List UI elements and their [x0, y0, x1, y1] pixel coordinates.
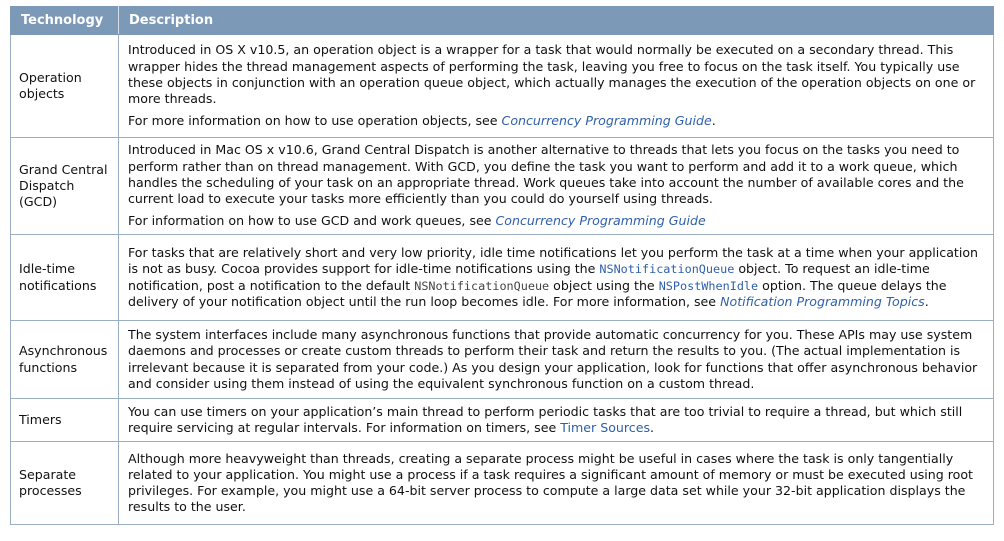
timer-sources-link[interactable]: Timer Sources: [560, 420, 651, 435]
table-row: [11, 321, 994, 399]
description-text: For tasks that are relatively short and very low priority, idle time notifications let you perform the task at a time when your application is not as busy. Cocoa provides support for idle-time notifications using the: [128, 245, 979, 277]
description-text: .: [711, 113, 716, 129]
description-text: .: [924, 293, 929, 309]
description-cell: [119, 442, 994, 525]
description-text: option. The queue delays the delivery of your notification object until the run loop becomes idle. For more information, see: [128, 277, 947, 309]
table-row: [11, 442, 994, 525]
description-paragraph: [128, 113, 987, 129]
description-paragraph: [128, 213, 987, 229]
nsnotificationqueue-code: NSNotificationQueue: [414, 278, 550, 293]
description-text: For information on how to use GCD and work queues, see: [128, 213, 496, 229]
description-cell: [119, 321, 994, 399]
technology-cell: Grand Central Dispatch (GCD): [11, 138, 119, 235]
description-cell: [119, 35, 994, 138]
concurrency-guide-link[interactable]: Concurrency Programming Guide: [495, 213, 706, 229]
technology-cell: Operation objects: [11, 35, 119, 138]
table-row: [11, 399, 994, 442]
technology-table: [10, 6, 994, 525]
notification-topics-link[interactable]: Notification Programming Topics: [720, 293, 925, 309]
nspostwhenidle-link[interactable]: NSPostWhenIdle: [658, 278, 759, 293]
description-text: For more information on how to use operation objects, see: [128, 113, 502, 129]
description-cell: [119, 138, 994, 235]
table-header-row: [11, 7, 994, 35]
description-paragraph: [128, 245, 987, 310]
description-paragraph: The system interfaces include many asynchronous functions that provide automatic concurrency for you. These APIs may use system daemons and processes or create custom threads to perform their task and return the results to you. (The actual implementation is irrelevant because it is separated from your code.) As you design your application, look for functions that offer asynchronous behavior and consider using them instead of using the equivalent synchronous function on a custom thread.: [128, 327, 978, 391]
table-row: [11, 35, 994, 138]
description-text: object. To request an idle-time notification, post a notification to the default: [128, 261, 930, 293]
header-technology: Technology: [11, 7, 119, 35]
technology-cell: Separate processes: [11, 442, 119, 525]
top-strip: [0, 0, 1004, 4]
description-paragraph: [128, 404, 987, 436]
header-description: Description: [119, 7, 994, 35]
description-paragraph: Introduced in Mac OS x v10.6, Grand Central Dispatch is another alternative to threads that lets you focus on the tasks you need to perform rather than on thread management. With GCD, you define the task you want to perform and add it to a work queue, which handles the scheduling of your task on an appropriate thread. Work queues take into account the number of available cores and the current load to execute your tasks more efficiently than you could do yourself using threads.: [128, 142, 964, 207]
concurrency-guide-link[interactable]: Concurrency Programming Guide: [501, 113, 712, 129]
technology-cell: Timers: [11, 399, 119, 442]
table-row: [11, 235, 994, 321]
nsnotificationqueue-link[interactable]: NSNotificationQueue: [599, 262, 735, 277]
description-cell: [119, 235, 994, 321]
description-cell: [119, 399, 994, 442]
technology-cell: Idle-time notifications: [11, 235, 119, 321]
table-row: [11, 138, 994, 235]
description-text: You can use timers on your application’s main thread to perform periodic tasks that are too trivial to require a thread, but which still require servicing at regular intervals. For information on timers, see: [128, 403, 963, 435]
description-paragraph: Introduced in OS X v10.5, an operation object is a wrapper for a task that would normally be executed on a secondary thread. This wrapper hides the thread management aspects of performing the task, leaving you free to focus on the task itself. You typically use these objects in conjunction with an operation queue object, which actually manages the execution of the operation objects on one or more threads.: [128, 42, 976, 107]
description-paragraph: Although more heavyweight than threads, creating a separate process might be useful in cases where the task is only tangentially related to your application. You might use a process if a task requires a significant amount of memory or must be executed using root privileges. For example, you might use a 64-bit server process to compute a large data set while your 32-bit application displays the results to the user.: [128, 450, 973, 515]
description-text: .: [650, 420, 655, 435]
description-text: object using the: [549, 277, 659, 293]
technology-cell: Asynchronous functions: [11, 321, 119, 399]
